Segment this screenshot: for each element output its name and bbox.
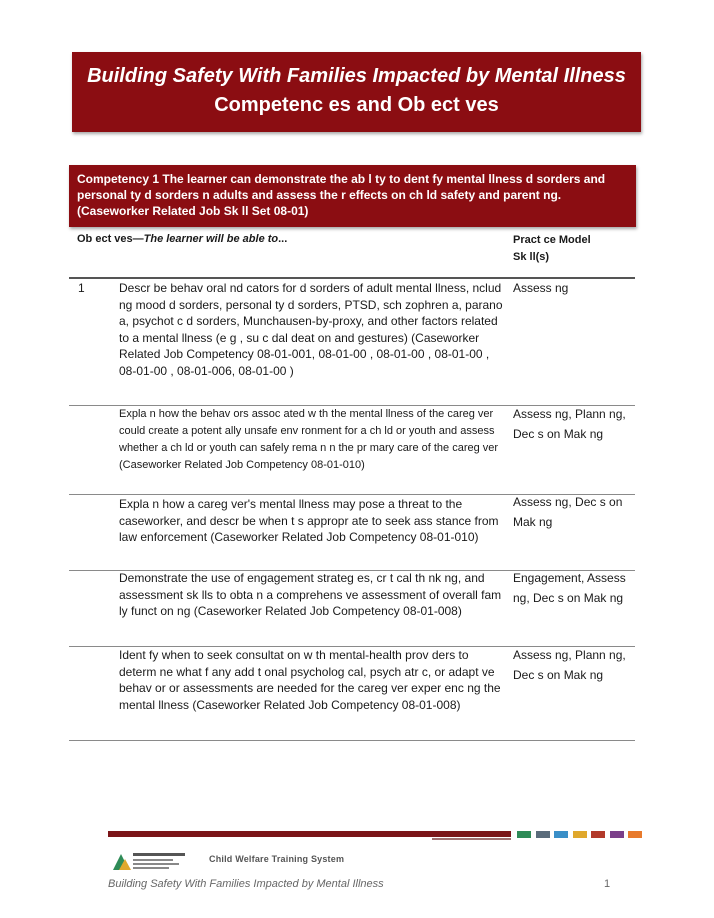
document-subtitle: Competenc es and Ob ect ves <box>214 94 499 116</box>
objectives-label: Ob ect ves <box>77 233 133 245</box>
skills-header-line2: Sk ll(s) <box>513 251 550 263</box>
footer-color-square <box>554 831 568 838</box>
objective-description: Expla n how the behav ors assoc ated w th the mental llness of the careg ver could create a potent ally unsafe env ronment for a ch ld or youth and assess whether a ch ld or youth can safely rema n n the pr mary care of the careg ver (Caseworker Related Job Competency 08-01-010) <box>119 408 499 471</box>
row-number: 1 <box>78 281 85 295</box>
skills-header-line1: Pract ce Model <box>513 234 591 246</box>
objective-description: Expla n how a careg ver's mental llness may pose a threat to the caseworker, and descr be when t s appropr ate to seek ass stance from law enforcement (Caseworker Related Job Competency 08-01-010) <box>119 497 499 545</box>
document-title-banner <box>72 52 641 132</box>
objective-description: Ident fy when to seek consultat on w th mental-health prov ders to determ ne what f any add t onal psycholog cal, psych atr c, or adapt ve behav or or assessments are needed for the careg ver exper enc ng the mental llness (Caseworker Related Job Competency 08-01-008) <box>119 648 501 712</box>
footer-color-square <box>536 831 550 838</box>
objective-skills: Assess ng, Dec s on Mak ng <box>513 495 623 529</box>
footer-accent-bar <box>108 831 511 837</box>
footer-color-square <box>573 831 587 838</box>
objective-skills: Assess ng, Plann ng, Dec s on Mak ng <box>513 407 626 441</box>
objective-skills: Assess ng, Plann ng, Dec s on Mak ng <box>513 648 626 682</box>
objectives-ellipsis: ... <box>278 233 288 245</box>
footer-color-square <box>610 831 624 838</box>
skills-column-header <box>513 232 638 266</box>
objectives-column-header <box>77 232 287 246</box>
footer-color-square <box>591 831 605 838</box>
footer-color-square <box>628 831 642 838</box>
logo-text: Child Welfare Training System <box>209 854 345 864</box>
colorado-logo-icon <box>111 850 187 872</box>
table-bottom-divider <box>69 740 635 741</box>
document-title: Building Safety With Families Impacted by Mental Illness <box>87 65 626 87</box>
objective-skills: Engagement, Assess ng, Dec s on Mak ng <box>513 571 626 605</box>
objective-description: Descr be behav oral nd cators for d sorders of adult mental llness, nclud ng mood d sorders, personal ty d sorders, PTSD, sch zophren a, parano a, psychot c d sorders, Munchausen-by-proxy, and other factors related to a mental llness (e g , su c dal deat on and gestures) (Caseworker Related Job Competency 08-01-001, 08-01-00 , 08-01-00 , 08-01-00 , 08-01-00 , 08-01-006, 08-01-00 ) <box>119 281 503 378</box>
objectives-dash: — <box>132 233 144 245</box>
objective-description: Demonstrate the use of engagement strateg es, cr t cal th nk ng, and assessment sk lls to obta n a comprehens ve assessment of overall fam ly funct on ng (Caseworker Related Job Competency 08-01-008) <box>119 571 502 619</box>
competency-statement: Competency 1 The learner can demonstrate the ab l ty to dent fy mental llness d sorders and personal ty d sorders n adults and assess the r effects on ch ld safety and parent ng. (Caseworker Related Job Sk ll Set 08-01) <box>69 165 636 227</box>
footer-title: Building Safety With Families Impacted by Mental Illness <box>108 878 384 890</box>
objective-skills: Assess ng <box>513 281 569 295</box>
page-number: 1 <box>604 878 611 890</box>
objectives-note: The learner will be able to <box>143 233 279 245</box>
footer-color-square <box>517 831 531 838</box>
footer-accent-underline <box>432 838 511 840</box>
